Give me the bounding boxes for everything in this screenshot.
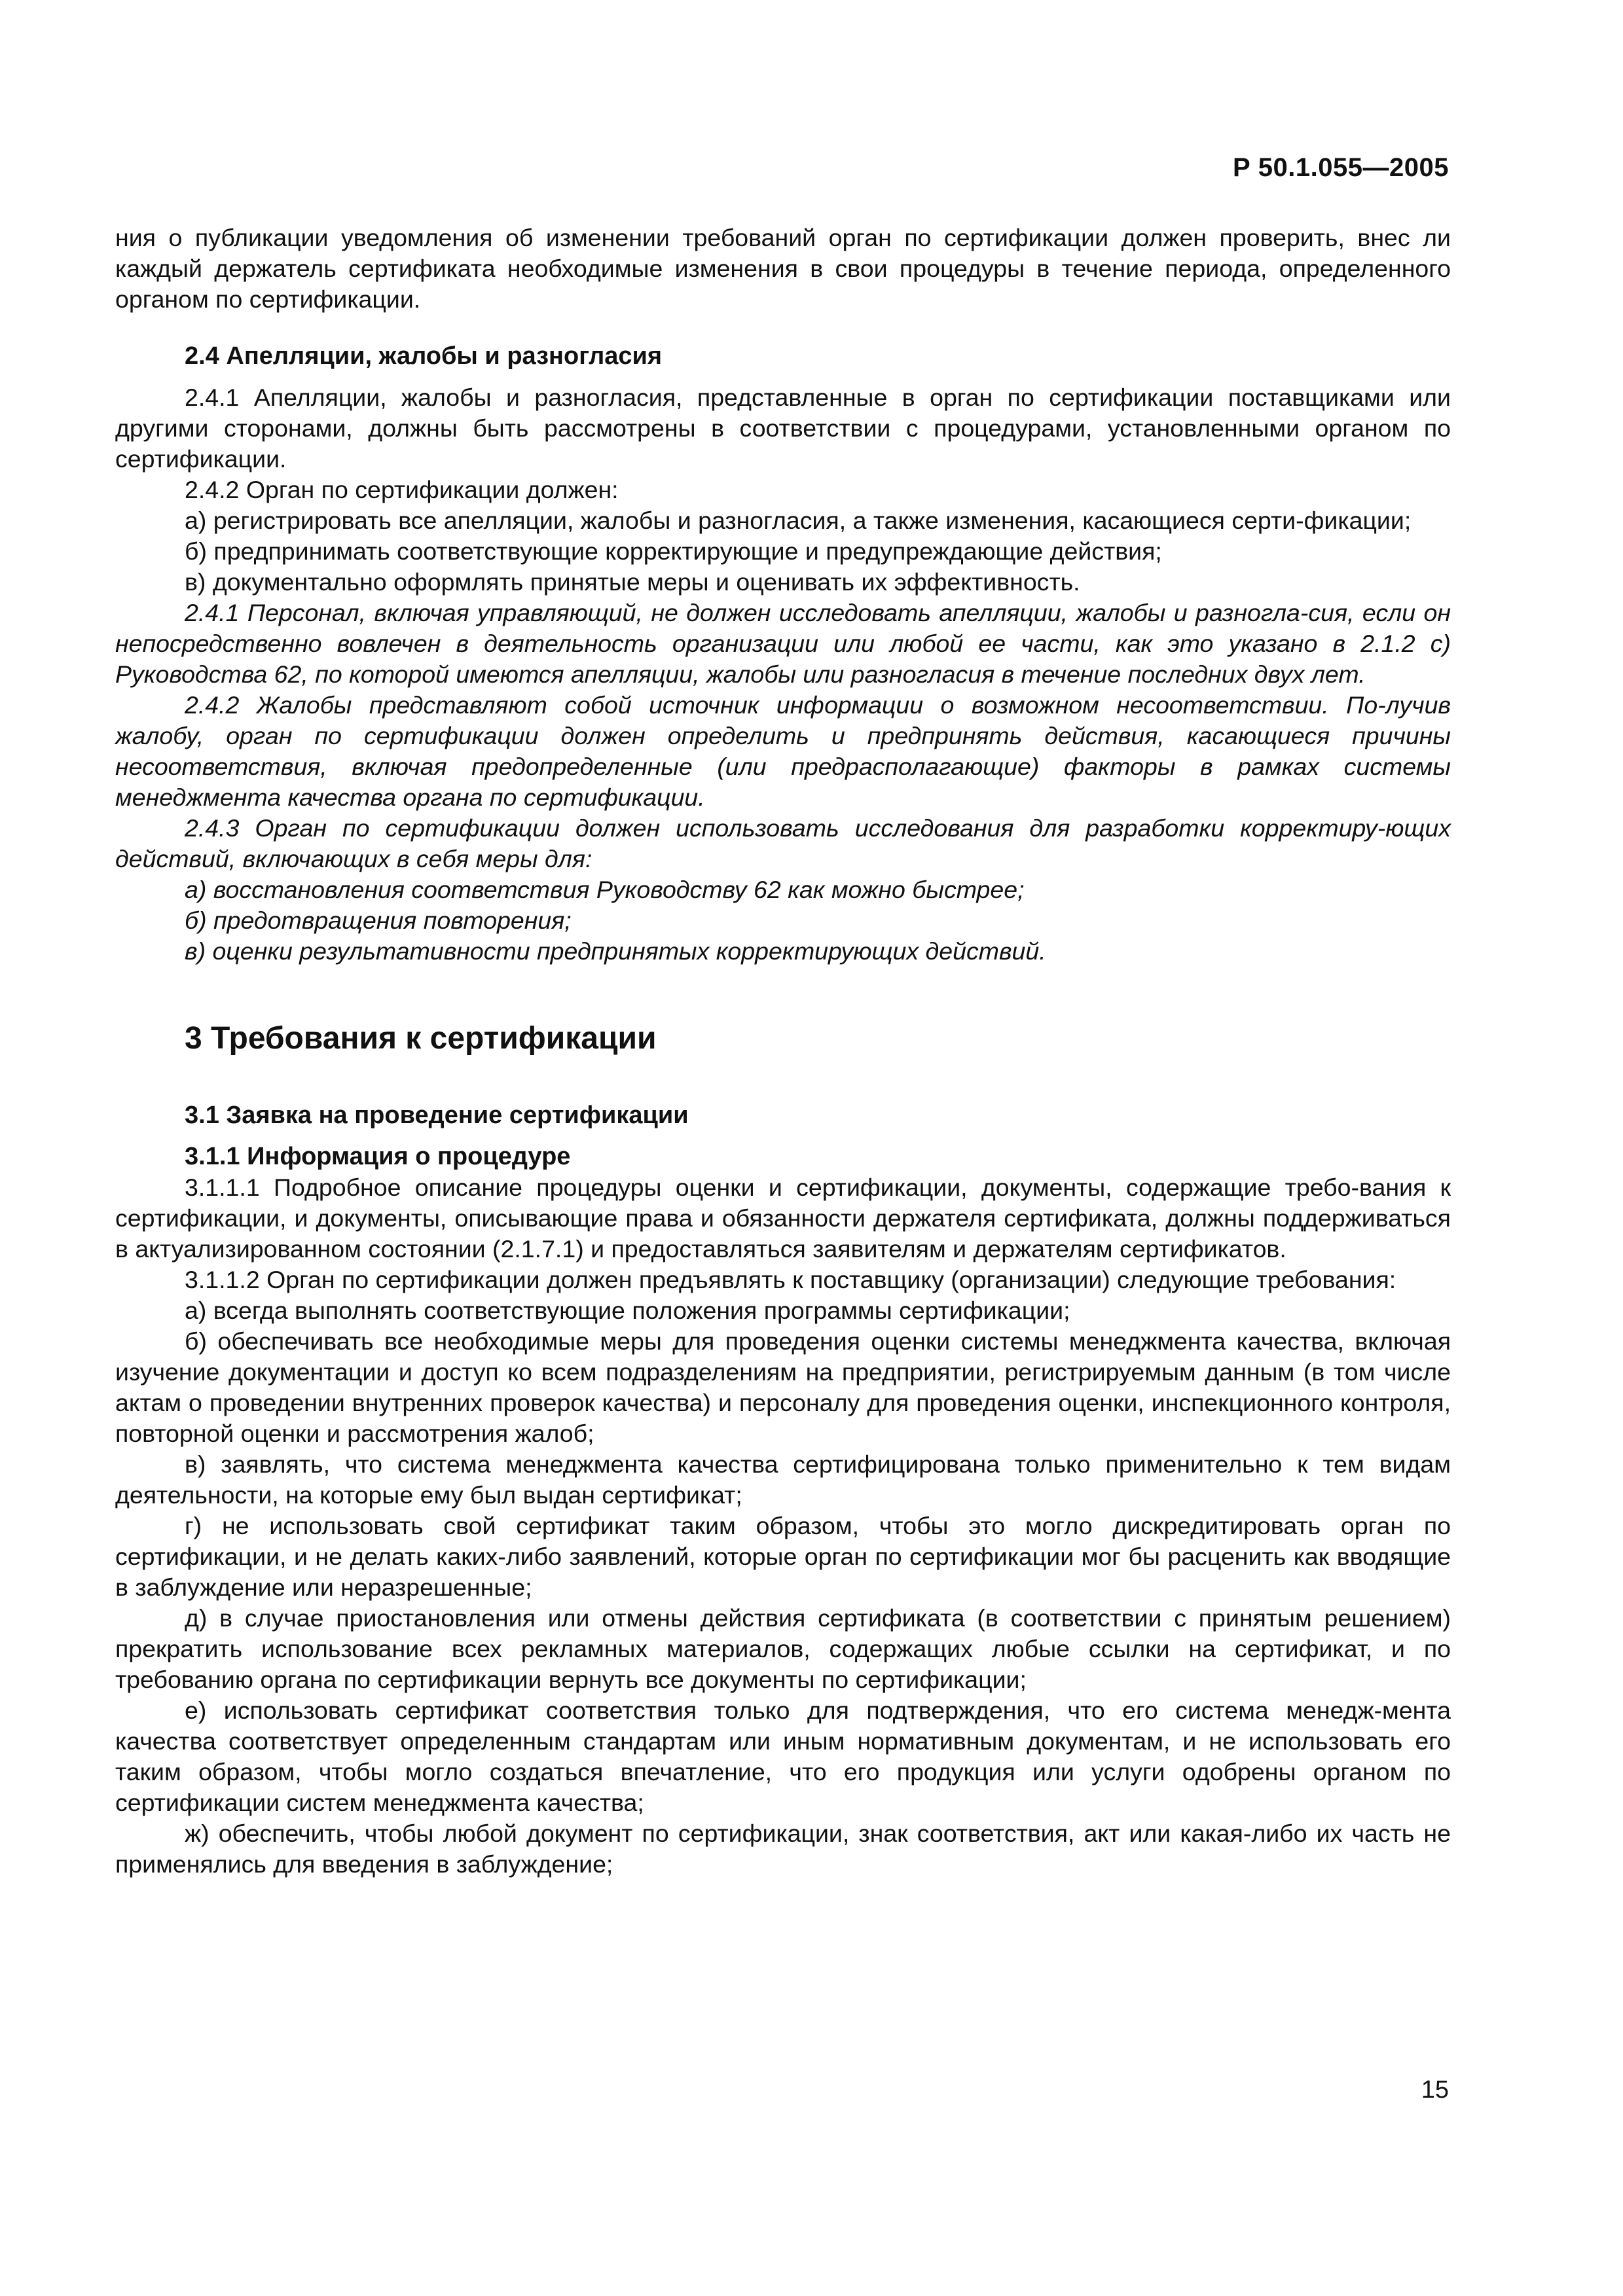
- list-item: в) заявлять, что система менеджмента качества сертифицирована только применительно к тем видам деятельности, на которые ему был выдан сертификат;: [115, 1450, 1451, 1509]
- list-item: д) в случае приостановления или отмены действия сертификата (в соответствии с принятым решением) прекратить использование всех рекламных материалов, содержащих любые ссылки на сертификат, и по требованию органа по сертификации вернуть все документы по сертификации;: [115, 1604, 1451, 1693]
- list-item: в) оценки результативности предпринятых корректирующих действий.: [185, 937, 1046, 965]
- paragraph-3-1-1-2: 3.1.1.2 Орган по сертификации должен предъявлять к поставщику (организации) следующие требования:: [185, 1266, 1396, 1293]
- list-item: а) регистрировать все апелляции, жалобы и разногласия, а также изменения, касающиеся серти-фикации;: [185, 507, 1412, 534]
- list-item: г) не использовать свой сертификат таким образом, чтобы это могло дискредитировать орган по сертификации, и не делать каких-либо заявлений, которые орган по сертификации мог бы расценить как вводящие в заблуждение или неразрешенные;: [115, 1512, 1451, 1601]
- list-item: б) обеспечивать все необходимые меры для проведения оценки системы менеджмента качества, включая изучение документации и доступ ко всем подразделениям на предприятии, регистрируемым данным (в том числе актам о проведении внутренних проверок качества) и персоналу для проведения оценки, инспекционного контроля, повторной оценки и рассмотрения жалоб;: [115, 1327, 1451, 1447]
- page-body: [115, 223, 1451, 1880]
- paragraph-3-1-1-1: 3.1.1.1 Подробное описание процедуры оценки и сертификации, документы, содержащие требо-вания к сертификации, и документы, описывающие права и обязанности держателя сертификата, должны поддерживаться в актуализированном состоянии (2.1.7.1) и предоставляться заявителям и держателям сертификатов.: [115, 1174, 1451, 1263]
- list-item: б) предотвращения повторения;: [185, 906, 572, 934]
- chapter-heading-3: 3 Требования к сертификации: [185, 1021, 657, 1056]
- note-2-4-1: 2.4.1 Персонал, включая управляющий, не должен исследовать апелляции, жалобы и разногла-сия, если он непосредственно вовлечен в деятельность организации или любой ее части, как это указано в 2.1.2 с) Руководства 62, по которой имеются апелляции, жалобы или разногласия в течение последних двух лет.: [115, 599, 1451, 688]
- document-code: Р 50.1.055—2005: [1233, 153, 1449, 182]
- subsection-heading-3-1-1: 3.1.1 Информация о процедуре: [185, 1143, 571, 1170]
- list-item: в) документально оформлять принятые меры и оценивать их эффективность.: [185, 568, 1080, 596]
- paragraph-2-4-1: 2.4.1 Апелляции, жалобы и разногласия, представленные в орган по сертификации поставщиками или другими сторонами, должны быть рассмотрены в соответствии с процедурами, установленными органом по сертификации.: [115, 384, 1451, 473]
- note-2-4-2: 2.4.2 Жалобы представляют собой источник информации о возможном несоответствии. По-лучив жалобу, орган по сертификации должен определить и предпринять действия, касающиеся причины несоответствия, включая предопределенные (или предрасполагающие) факторы в рамках системы менеджмента качества органа по сертификации.: [115, 691, 1451, 811]
- list-item: е) использовать сертификат соответствия только для подтверждения, что его система менедж-мента качества соответствует определенным стандартам или иным нормативным документам, и не использовать его таким образом, чтобы могло создаться впечатление, что его продукция или услуги одобрены органом по сертификации систем менеджмента качества;: [115, 1696, 1451, 1816]
- list-item: ж) обеспечить, чтобы любой документ по сертификации, знак соответствия, акт или какая-либо их часть не применялись для введения в заблуждение;: [115, 1820, 1451, 1878]
- page-number: 15: [1421, 2076, 1449, 2104]
- section-heading-3-1: 3.1 Заявка на проведение сертификации: [185, 1102, 689, 1129]
- section-heading-2-4: 2.4 Апелляции, жалобы и разногласия: [185, 342, 663, 370]
- note-2-4-3: 2.4.3 Орган по сертификации должен использовать исследования для разработки корректиру-ющих действий, включающих в себя меры для:: [115, 814, 1451, 872]
- list-item: а) всегда выполнять соответствующие положения программы сертификации;: [185, 1297, 1070, 1324]
- paragraph-continuation: ния о публикации уведомления об изменении требований орган по сертификации должен проверить, внес ли каждый держатель сертификата необходимые изменения в свои процедуры в течение периода, определенного органом по сертификации.: [115, 224, 1451, 313]
- list-item: б) предпринимать соответствующие корректирующие и предупреждающие действия;: [185, 537, 1162, 565]
- list-item: а) восстановления соответствия Руководству 62 как можно быстрее;: [185, 876, 1025, 903]
- paragraph-2-4-2: 2.4.2 Орган по сертификации должен:: [185, 476, 619, 503]
